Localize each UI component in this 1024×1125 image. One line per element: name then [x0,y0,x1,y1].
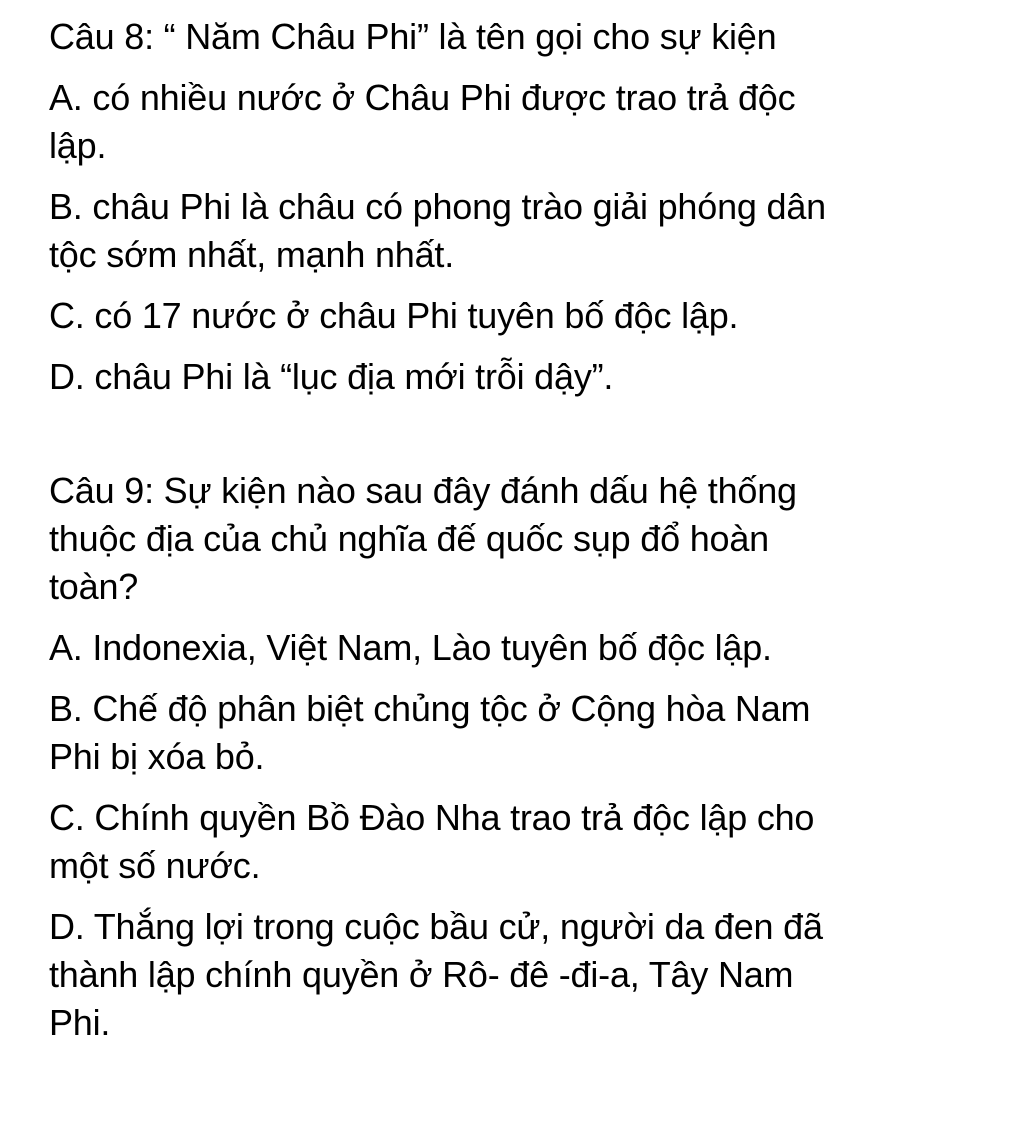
question-8-option-b [49,183,1009,279]
option-b-line-1: B. châu Phi là châu có phong trào giải phóng dân [49,186,826,227]
question-8-option-c [49,292,1009,340]
option-d-line-1: D. châu Phi là “lục địa mới trỗi dậy”. [49,356,614,397]
option-a-line-1: A. có nhiều nước ở Châu Phi được trao trả độc [49,77,796,118]
option-b-line-1: B. Chế độ phân biệt chủng tộc ở Cộng hòa Nam [49,688,811,729]
question-9-line-2: thuộc địa của chủ nghĩa đế quốc sụp đổ hoàn [49,518,769,559]
question-8-text: Câu 8: “ Năm Châu Phi” là tên gọi cho sự kiện [49,16,777,57]
question-8-option-d [49,353,1009,401]
question-9-line-1: Câu 9: Sự kiện nào sau đây đánh dấu hệ thống [49,470,797,511]
option-a-line-2: lập. [49,125,107,166]
question-9-block [49,467,1009,1047]
option-c-line-2: một số nước. [49,845,261,886]
option-d-line-1: D. Thắng lợi trong cuộc bầu cử, người da đen đã [49,906,823,947]
question-9-option-d [49,903,1009,1047]
option-b-line-2: tộc sớm nhất, mạnh nhất. [49,234,455,275]
question-9-line-3: toàn? [49,566,139,607]
option-c-line-1: C. Chính quyền Bồ Đào Nha trao trả độc lập cho [49,797,815,838]
option-a-line-1: A. Indonexia, Việt Nam, Lào tuyên bố độc lập. [49,627,772,668]
question-8-option-a [49,74,1009,170]
option-b-line-2: Phi bị xóa bỏ. [49,736,265,777]
question-8-block [49,13,1009,401]
option-d-line-2: thành lập chính quyền ở Rô- đê -đi-a, Tây Nam [49,954,794,995]
question-9-text [49,467,1009,611]
option-d-line-3: Phi. [49,1002,111,1043]
question-9-option-c [49,794,1009,890]
question-9-option-a [49,624,1009,672]
document-page [49,13,1009,1047]
option-c-line-1: C. có 17 nước ở châu Phi tuyên bố độc lập. [49,295,739,336]
question-9-option-b [49,685,1009,781]
